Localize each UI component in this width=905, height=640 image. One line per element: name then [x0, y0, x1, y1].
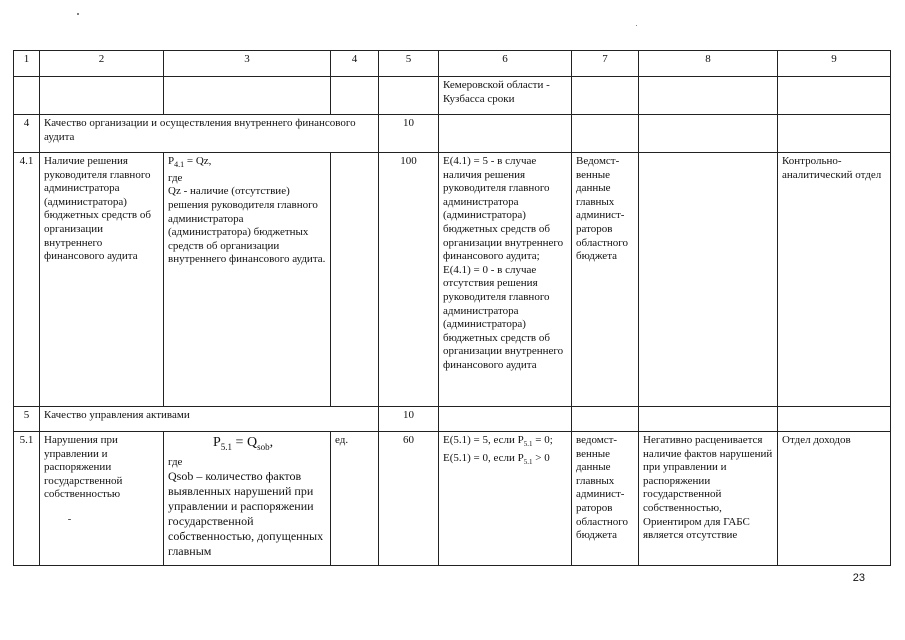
formula-where: где: [168, 455, 183, 468]
table-row: [14, 153, 891, 407]
section-weight: 10: [379, 115, 439, 153]
source-cell: Ведомст-венные данные главных админист-раторов областного бюджета: [572, 153, 639, 407]
header-cell: 6: [439, 51, 572, 77]
evaluation-case-negative: E(4.1) = 0 - в случае отсутствия решения руководителя главного администратора (администратора) бюджетных средств об организации внутреннего финансового аудита: [443, 263, 564, 371]
indicator-name: Наличие решения руководителя главного администратора (администратора) бюджетных средств об организации внутреннего финансового аудита: [40, 153, 164, 407]
header-cell: 7: [572, 51, 639, 77]
evaluation-cell: [439, 432, 572, 566]
row-number: 5.1: [14, 432, 40, 566]
section-row: [14, 115, 891, 153]
section-title: Качество управления активами: [40, 407, 379, 432]
header-cell: 2: [40, 51, 164, 77]
row-number: 4.1: [14, 153, 40, 407]
evaluation-case-positive: E(4.1) = 5 - в случае наличия решения руководителя главного администратора (администратора) бюджетных средств об организации внутреннего финансового аудита;: [443, 155, 564, 263]
header-cell: 3: [164, 51, 331, 77]
note-cell: [639, 153, 778, 407]
evaluation-cell: Кемеровской области - Кузбасса сроки: [439, 77, 572, 115]
indicators-table: [13, 50, 891, 566]
formula-cell: [164, 432, 331, 566]
section-row: [14, 407, 891, 432]
evaluation-case-negative: E(5.1) = 0, если $P_{5.1} > 0$: [443, 451, 550, 466]
header-cell: 4: [331, 51, 379, 77]
formula-line: $P_{5.1} = Q_{sob}$,: [213, 435, 274, 452]
page-number: 23: [852, 572, 865, 584]
evaluation-case-positive: E(5.1) = 5, если $P_{5.1} = 0$;: [443, 434, 553, 449]
header-cell: 9: [778, 51, 891, 77]
header-cell: 5: [379, 51, 439, 77]
weight-cell: 60: [379, 432, 439, 566]
scan-speck: [77, 13, 79, 15]
formula-description: Qz - наличие (отсутствие) решения руководителя главного администратора (администратора) бюджетных средств об организации внутреннего финансового аудита.: [168, 185, 326, 266]
section-title: Качество организации и осуществления внутреннего финансового аудита: [40, 115, 379, 153]
header-cell: 8: [639, 51, 778, 77]
formula-description: Qsob – количество фактов выявленных нарушений при управлении и распоряжении государственной собственностью, допущенных главным: [168, 469, 324, 559]
formula-line: $P_{4.1} = Qz$,: [168, 155, 212, 170]
table-header-row: [14, 51, 891, 77]
formula-where: где: [168, 171, 183, 184]
scan-speck: [636, 25, 637, 26]
header-cell: 1: [14, 51, 40, 77]
formula-cell: [164, 153, 331, 407]
evaluation-cell: [439, 153, 572, 407]
source-cell: ведомст-венные данные главных админист-раторов областного бюджета: [572, 432, 639, 566]
table-row: [14, 432, 891, 566]
unit-cell: ед.: [331, 432, 379, 566]
section-weight: 10: [379, 407, 439, 432]
weight-cell: 100: [379, 153, 439, 407]
responsible-cell: Отдел доходов: [778, 432, 891, 566]
note-cell: Негативно расценивается наличие фактов нарушений при управлении и распоряжении государственной собственностью, Ориентиром для ГАБС является отсутствие: [639, 432, 778, 566]
unit-cell: [331, 153, 379, 407]
section-number: 5: [14, 407, 40, 432]
responsible-cell: Контрольно-аналитический отдел: [778, 153, 891, 407]
indicator-name: Нарушения при управлении и распоряжении государственной собственностью: [40, 432, 164, 566]
section-number: 4: [14, 115, 40, 153]
table-row: [14, 77, 891, 115]
